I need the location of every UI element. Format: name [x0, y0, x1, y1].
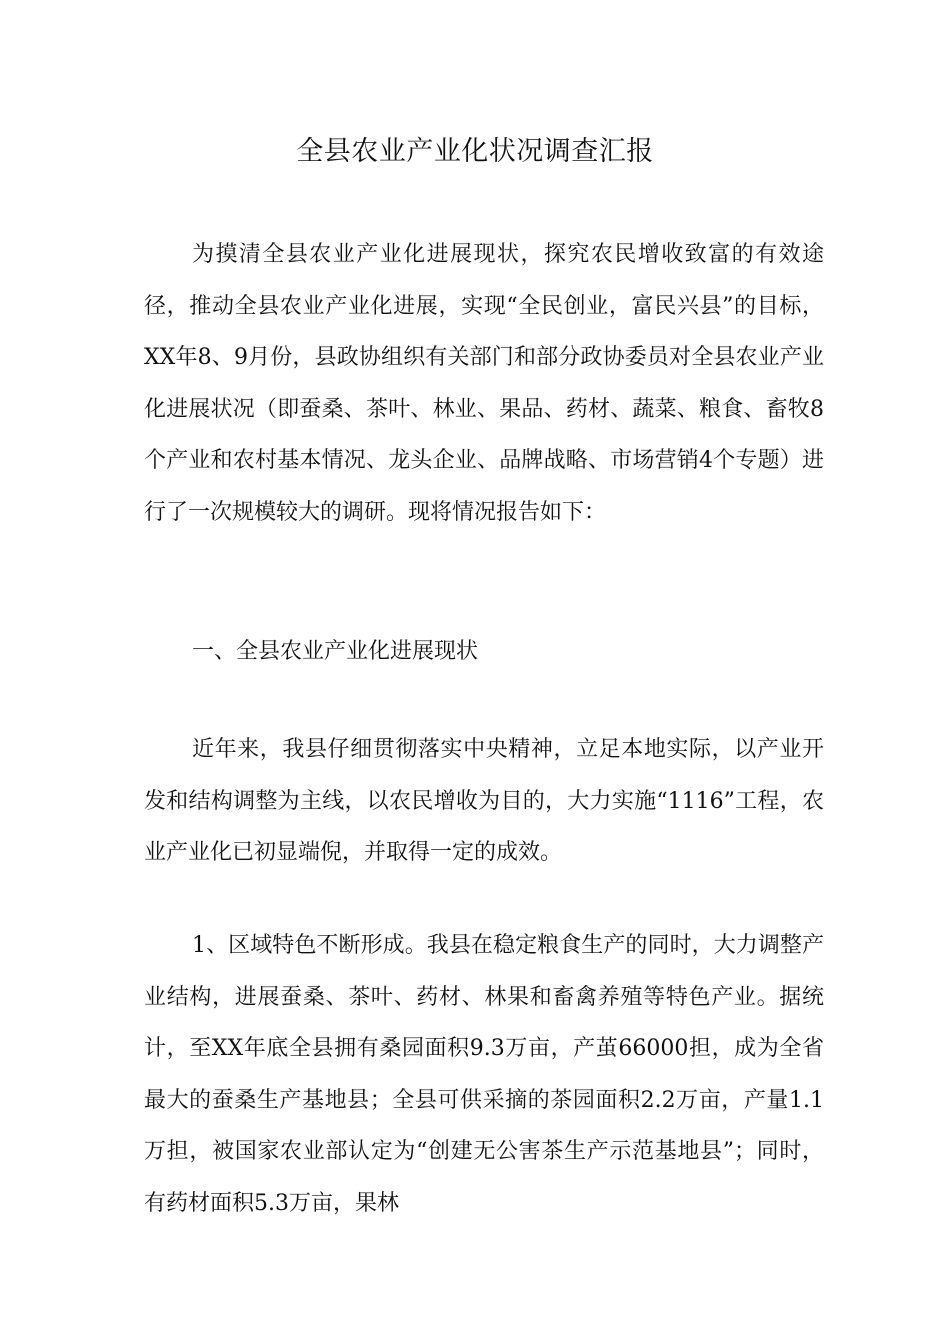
- overview-paragraph: 近年来，我县仔细贯彻落实中央精神，立足本地实际，以产业开发和结构调整为主线，以农民增收为目的，大力实施“1116”工程，农业产业化已初显端倪，并取得一定的成效。: [144, 737, 824, 865]
- intro-paragraph: 为摸清全县农业产业化进展现状，探究农民增收致富的有效途径，推动全县农业产业化进展，实现“全民创业，富民兴县”的目标，XX年8、9月份，县政协组织有关部门和部分政协委员对全县农业产业化进展状况（即蚕桑、茶叶、林业、果品、药材、蔬菜、粮食、畜牧8个产业和农村基本情况、龙头企业、品牌战略、市场营销4个专题）进行了一次规模较大的调研。现将情况报告如下：: [144, 242, 824, 525]
- section-heading: 一、全县农业产业化进展现状: [192, 639, 479, 664]
- regional-features-paragraph: 1、区域特色不断形成。我县在稳定粮食生产的同时，大力调整产业结构，进展蚕桑、茶叶、药材、林果和畜禽养殖等特色产业。据统计，至XX年底全县拥有桑园面积9.3万亩，产茧66000担，成为全省最大的蚕桑生产基地县；全县可供采摘的茶园面积2.2万亩，产量1.1万担，被国家农业部认定为“创建无公害茶生产示范基地县”；同时，有药材面积5.3万亩，果林: [144, 933, 824, 1216]
- document-title: 全县农业产业化状况调查汇报: [296, 136, 654, 167]
